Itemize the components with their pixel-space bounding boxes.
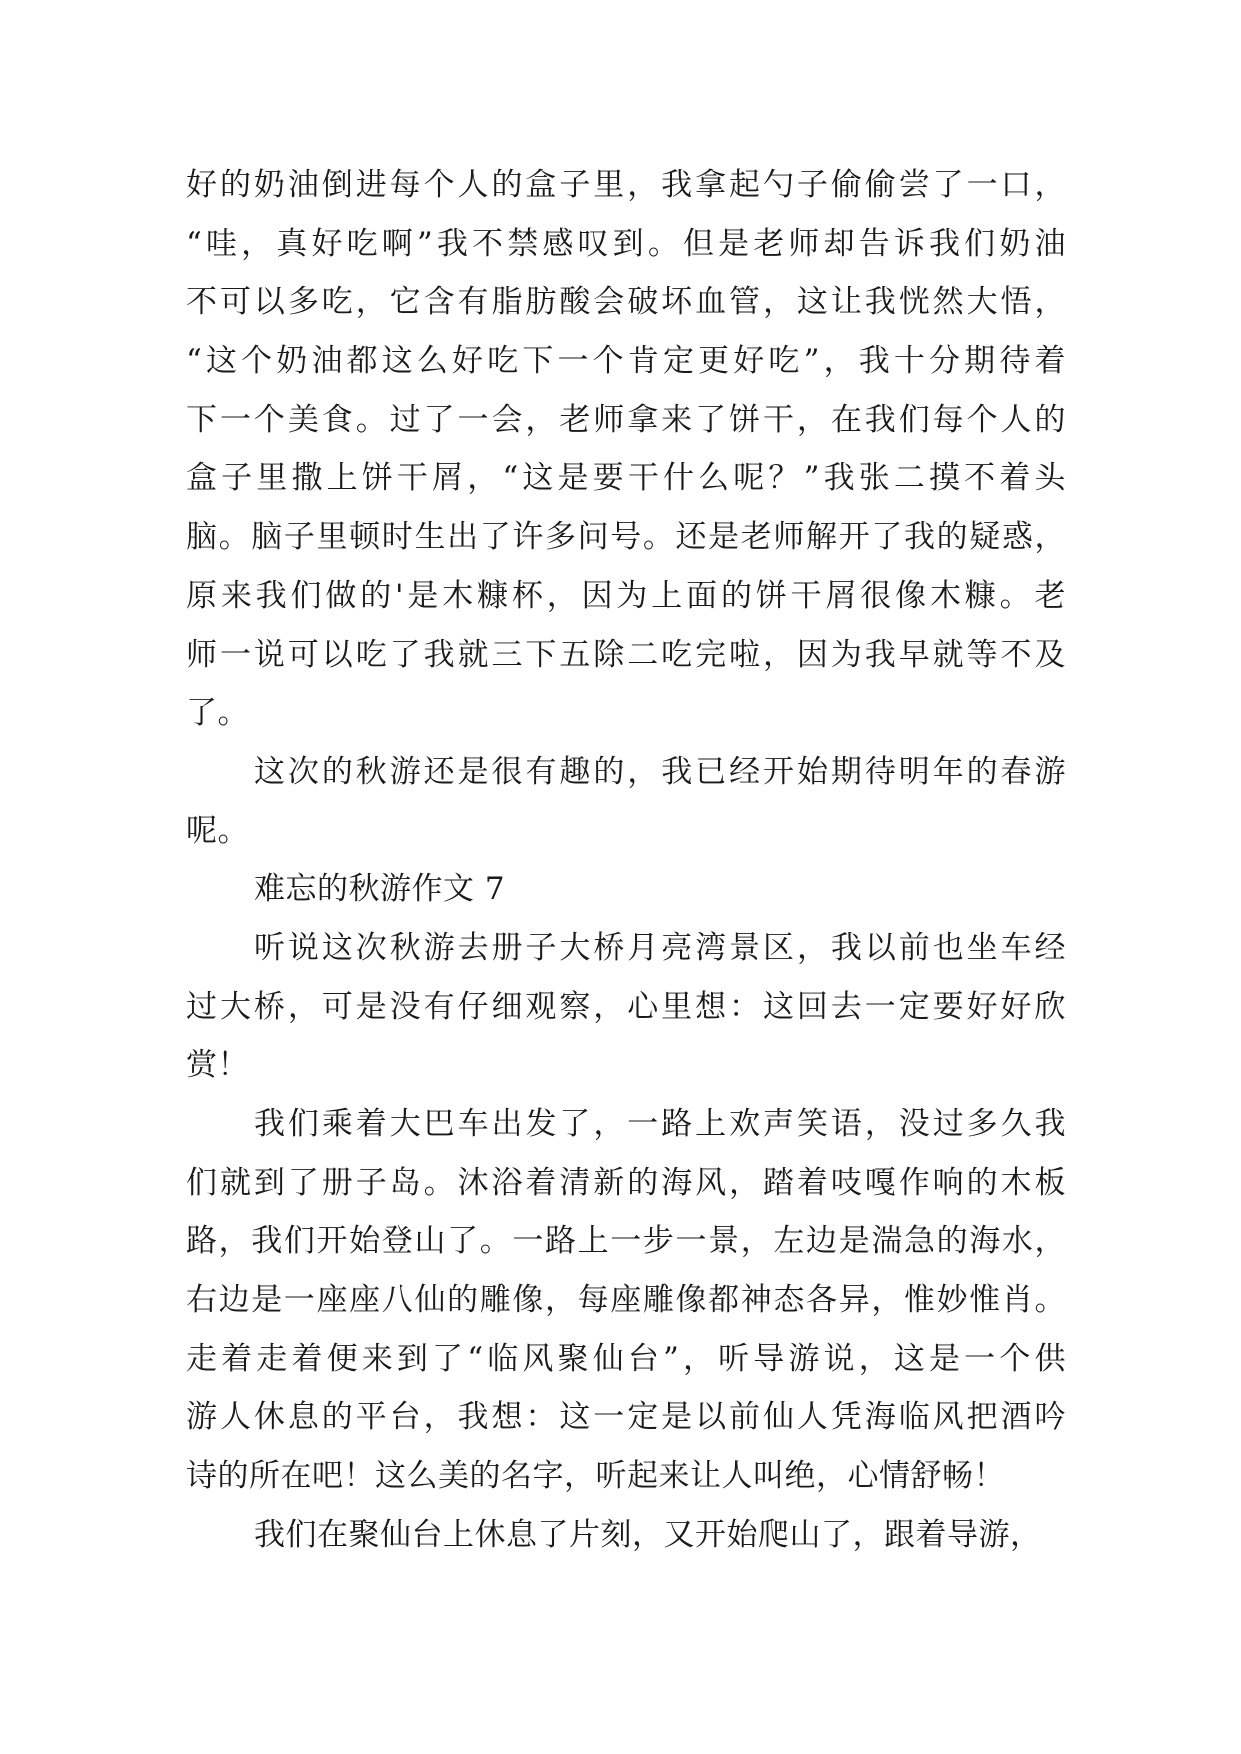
paragraph	[186, 743, 1066, 860]
text-line: 听说这次秋游去册子大桥月亮湾景区，我以前也坐车经	[254, 929, 1066, 966]
text-line: 路，我们开始登山了。一路上一步一景，左边是湍急的海水，	[186, 1223, 1066, 1260]
text-line: 盒子里撒上饼干屑，“这是要干什么呢？”我张二摸不着头	[186, 460, 1066, 497]
document-body	[186, 156, 1066, 1565]
text-line: 下一个美食。过了一会，老师拿来了饼干，在我们每个人的	[186, 401, 1066, 438]
text-line: 游人休息的平台，我想：这一定是以前仙人凭海临风把酒吟	[186, 1399, 1066, 1436]
paragraph	[186, 1506, 1066, 1565]
text-line: 原来我们做的'是木糠杯，因为上面的饼干屑很像木糠。老	[186, 577, 1066, 614]
text-line: 不可以多吃，它含有脂肪酸会破坏血管，这让我恍然大悟，	[186, 284, 1066, 321]
text-line: 师一说可以吃了我就三下五除二吃完啦，因为我早就等不及	[186, 636, 1066, 673]
text-line: “这个奶油都这么好吃下一个肯定更好吃”，我十分期待着	[186, 343, 1066, 380]
paragraph	[186, 919, 1066, 1095]
text-line: 右边是一座座八仙的雕像，每座雕像都神态各异，惟妙惟肖。	[186, 1282, 1066, 1319]
text-line: 诗的所在吧！这么美的名字，听起来让人叫绝，心情舒畅！	[186, 1458, 1005, 1495]
paragraph	[186, 156, 1066, 743]
text-line: 呢。	[186, 812, 249, 849]
paragraph	[186, 1095, 1066, 1506]
text-line: 我们乘着大巴车出发了，一路上欢声笑语，没过多久我	[254, 1106, 1066, 1142]
text-line: 们就到了册子岛。沐浴着清新的海风，踏着吱嘎作响的木板	[186, 1164, 1066, 1201]
text-line: 好的奶油倒进每个人的盒子里，我拿起勺子偷偷尝了一口，	[186, 167, 1066, 203]
paragraph	[186, 860, 1066, 919]
text-line: 我们在聚仙台上休息了片刻，又开始爬山了，跟着导游，	[254, 1516, 1042, 1553]
text-line: 过大桥，可是没有仔细观察，心里想：这回去一定要好好欣	[186, 988, 1066, 1025]
text-line: 了。	[186, 695, 249, 732]
text-line: 走着走着便来到了“临风聚仙台”，听导游说，这是一个供	[186, 1340, 1066, 1377]
text-line: 赏！	[186, 1047, 249, 1084]
text-line: 脑。脑子里顿时生出了许多问号。还是老师解开了我的疑惑，	[186, 519, 1066, 556]
text-line: 难忘的秋游作文 7	[254, 871, 506, 908]
text-line: “哇，真好吃啊”我不禁感叹到。但是老师却告诉我们奶油	[186, 225, 1066, 262]
text-line: 这次的秋游还是很有趣的，我已经开始期待明年的春游	[254, 753, 1066, 790]
